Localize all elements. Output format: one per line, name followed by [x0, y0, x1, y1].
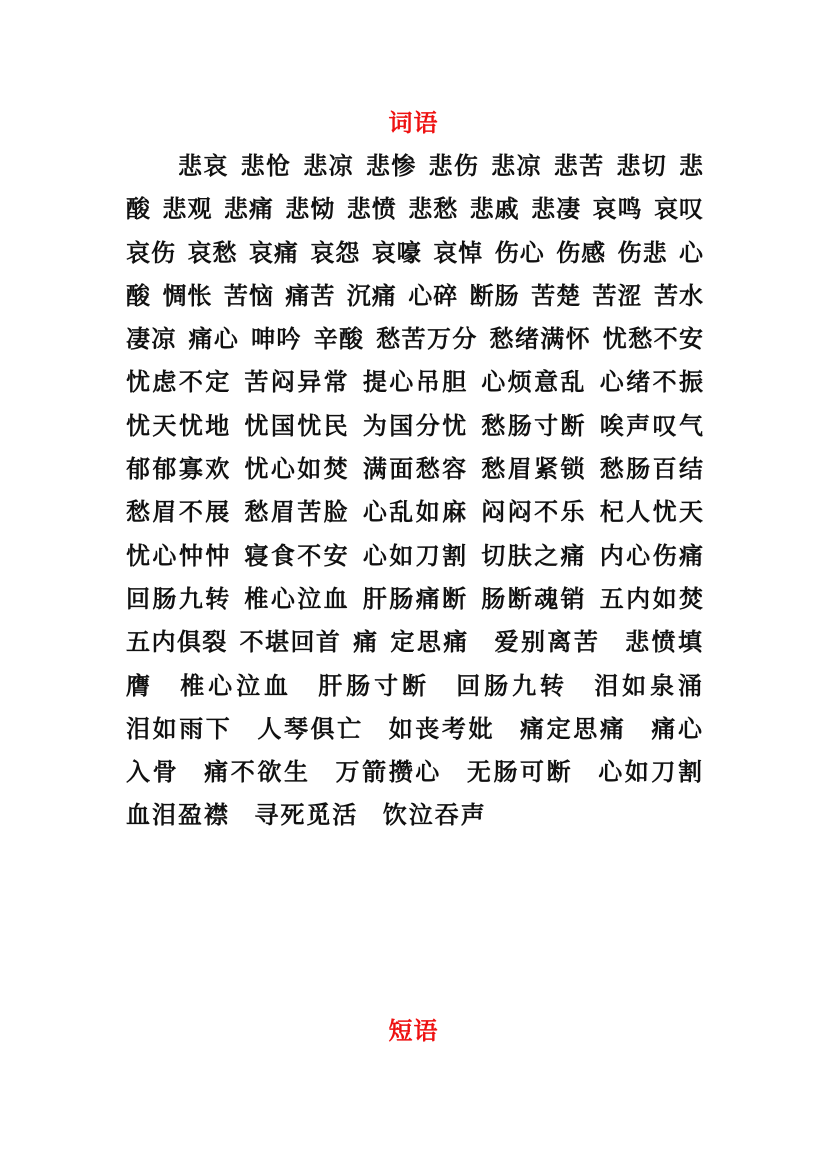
section-title-phrases: 短语	[388, 1016, 439, 1045]
words-paragraph	[126, 144, 704, 837]
words-text-spaced: 定思痛 爱别离苦 悲愤填膺 椎心泣血 肝肠寸断 回肠九转 泪如泉涌 泪如雨下 人琴俱亡 如丧考妣 痛定思痛 痛心入骨 痛不欲生 万箭攒心 无肠可断 心如刀割 血泪盈襟 寻死觅活 饮泣吞声	[126, 627, 704, 830]
section-title-words: 词语	[388, 108, 439, 137]
words-text: 悲哀 悲怆 悲凉 悲惨 悲伤 悲凉 悲苦 悲切 悲酸 悲观 悲痛 悲恸 悲愤 悲愁 悲戚 悲凄 哀鸣 哀叹 哀伤 哀愁 哀痛 哀怨 哀嚎 哀悼 伤心 伤感 伤悲 心酸 惆怅 苦恼 痛苦 沉痛 心碎 断肠 苦楚 苦涩 苦水 凄凉 痛心 呻吟 辛酸 愁苦万分 愁绪满怀 忧愁不安 忧虑不定 苦闷异常 提心吊胆 心烦意乱 心绪不振 忧天忧地 忧国忧民 为国分忧 愁肠寸断 唉声叹气 郁郁寡欢 忧心如焚 满面愁容 愁眉紧锁 愁肠百结 愁眉不展 愁眉苦脸 心乱如麻 闷闷不乐 杞人忧天 忧心忡忡 寝食不安 心如刀割 切肤之痛 内心伤痛 回肠九转 椎心泣血 肝肠痛断 肠断魂销 五内如焚 五内俱裂 不堪回首 痛	[126, 151, 704, 657]
